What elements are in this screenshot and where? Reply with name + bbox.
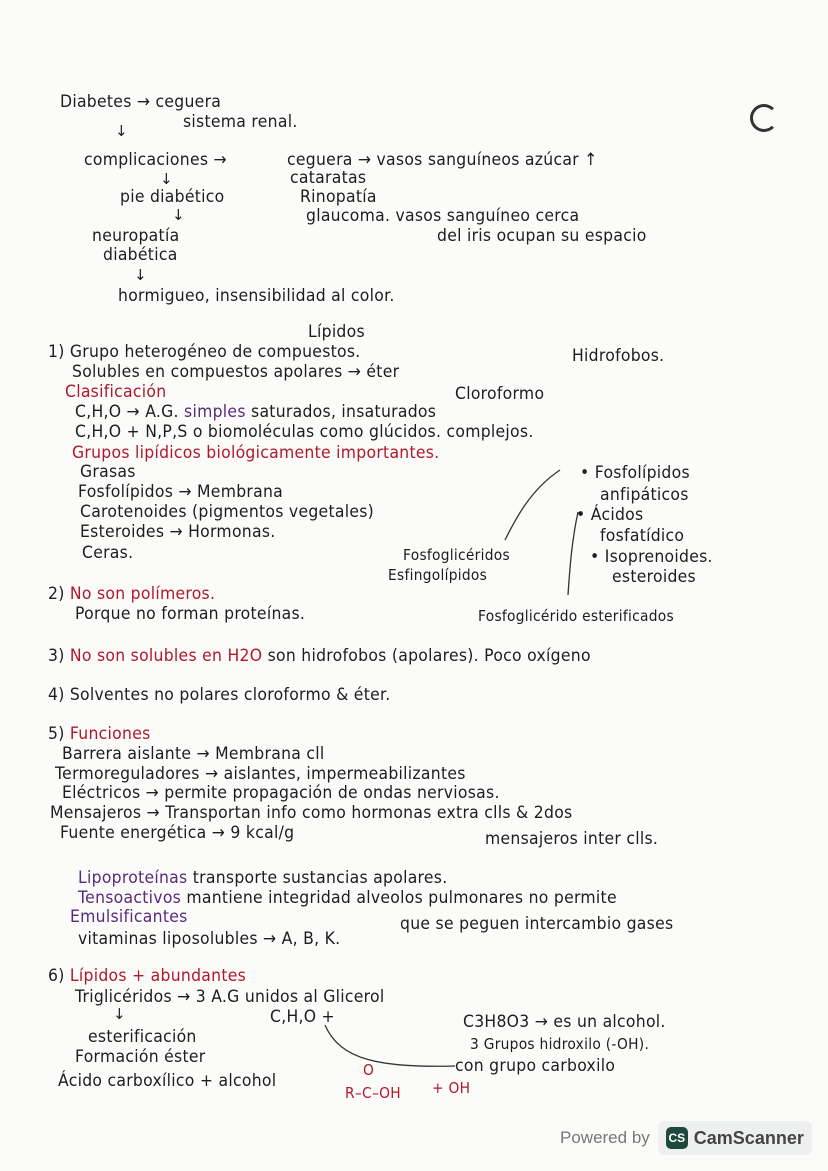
note-line: Fosfolípidos → Membrana bbox=[78, 482, 284, 502]
note-line: Rinopatía bbox=[300, 187, 377, 207]
note-text: C,H,O → A.G. bbox=[75, 402, 179, 422]
note-line bbox=[48, 724, 151, 744]
note-line: diabética bbox=[103, 245, 178, 265]
note-line: que se peguen intercambio gases bbox=[400, 914, 674, 934]
note-line: Porque no forman proteínas. bbox=[75, 604, 306, 624]
note-line: Esteroides → Hormonas. bbox=[80, 522, 276, 542]
note-line: Carotenoides (pigmentos vegetales) bbox=[80, 502, 375, 522]
note-line bbox=[48, 584, 215, 604]
note-line: Solubles en compuestos apolares → éter bbox=[72, 362, 400, 382]
note-text-highlight: simples bbox=[184, 402, 246, 422]
heading-abundantes: Lípidos + abundantes bbox=[69, 966, 247, 986]
note-line: esteroides bbox=[612, 567, 696, 587]
note-line: Diabetes → ceguera bbox=[60, 92, 222, 112]
camscanner-logo bbox=[658, 1121, 812, 1155]
note-line: Eléctricos → permite propagación de ondas nerviosas. bbox=[62, 783, 500, 803]
note-line: del iris ocupan su espacio bbox=[437, 226, 647, 246]
note-line: fosfatídico bbox=[600, 526, 685, 546]
note-line: Emulsificantes bbox=[70, 907, 188, 927]
note-line: vitaminas liposolubles → A, B, K. bbox=[78, 929, 341, 949]
formula-plus-oh: + OH bbox=[432, 1079, 471, 1097]
note-line: con grupo carboxilo bbox=[455, 1056, 616, 1076]
note-text: transporte sustancias apolares. bbox=[192, 868, 448, 888]
note-line: neuropatía bbox=[92, 226, 180, 246]
note-line: 3 Grupos hidroxilo (-OH). bbox=[470, 1035, 650, 1053]
note-line bbox=[48, 646, 591, 666]
note-text: son hidrofobos (apolares). Poco oxígeno bbox=[267, 646, 591, 666]
camscanner-brand: CamScanner bbox=[693, 1127, 804, 1148]
note-line: Fuente energética → 9 kcal/g bbox=[60, 823, 295, 843]
note-line: Ceras. bbox=[82, 543, 134, 563]
note-line: Barrera aislante → Membrana cll bbox=[62, 744, 325, 764]
note-line: C3H8O3 → es un alcohol. bbox=[463, 1012, 666, 1032]
note-line: Grasas bbox=[80, 462, 136, 482]
note-line: C,H,O + N,P,S o biomoléculas como glúcidos. complejos. bbox=[75, 422, 534, 442]
note-line: Ácido carboxílico + alcohol bbox=[58, 1071, 277, 1091]
note-text: mantiene integridad alveolos pulmonares no permite bbox=[186, 888, 617, 908]
item-number: 3) bbox=[48, 646, 65, 666]
note-line: glaucoma. vasos sanguíneo cerca bbox=[306, 206, 580, 226]
note-text-highlight: No son polímeros. bbox=[69, 584, 216, 604]
down-arrow-icon: ↓ bbox=[115, 122, 128, 140]
note-line: Triglicéridos → 3 A.G unidos al Glicerol bbox=[75, 987, 385, 1007]
note-line: complicaciones → bbox=[84, 150, 227, 170]
note-line: • Fosfolípidos bbox=[580, 463, 690, 483]
note-line: Fosfoglicérido esterificados bbox=[478, 607, 674, 625]
note-line: Cloroformo bbox=[455, 384, 545, 404]
note-line: C,H,O + bbox=[270, 1007, 335, 1027]
item-number: 2) bbox=[48, 584, 65, 604]
note-line: anfipáticos bbox=[600, 485, 689, 505]
note-line bbox=[78, 888, 617, 908]
note-text-highlight: No son solubles en H2O bbox=[69, 646, 263, 666]
note-line: • Ácidos bbox=[576, 505, 644, 525]
note-line: Esfingolípidos bbox=[388, 566, 488, 584]
note-line: • Isoprenoides. bbox=[590, 547, 713, 567]
note-line: Fosfoglicéridos bbox=[403, 546, 510, 564]
arrow-carboxilo bbox=[325, 1025, 455, 1066]
note-line: mensajeros inter clls. bbox=[485, 829, 659, 849]
item-number: 5) bbox=[48, 724, 65, 744]
down-arrow-icon: ↓ bbox=[160, 170, 173, 188]
note-line bbox=[48, 966, 246, 986]
camscanner-watermark bbox=[560, 1121, 812, 1155]
note-line: 1) Grupo heterogéneo de compuestos. bbox=[48, 342, 361, 362]
note-line bbox=[75, 402, 436, 422]
formula-carboxyl: R–C–OH bbox=[345, 1084, 401, 1102]
heading-funciones: Funciones bbox=[69, 724, 151, 744]
note-line: Termoreguladores → aislantes, impermeabilizantes bbox=[55, 764, 466, 784]
note-line: sistema renal. bbox=[183, 112, 298, 132]
note-text-highlight: Tensoactivos bbox=[78, 888, 182, 908]
down-arrow-icon: ↓ bbox=[134, 266, 147, 284]
note-line bbox=[78, 868, 447, 888]
note-text-highlight: Lipoproteínas bbox=[78, 868, 188, 888]
note-line: hormigueo, insensibilidad al color. bbox=[118, 286, 395, 306]
note-line: cataratas bbox=[290, 168, 367, 188]
arrow-fosfogliceridos bbox=[505, 470, 560, 540]
note-line: Mensajeros → Transportan info como hormonas extra clls & 2dos bbox=[50, 803, 573, 823]
note-line: ceguera → vasos sanguíneos azúcar ↑ bbox=[287, 150, 598, 170]
note-line: pie diabético bbox=[120, 187, 225, 207]
item-number: 6) bbox=[48, 966, 65, 986]
down-arrow-icon: ↓ bbox=[172, 206, 185, 224]
camscanner-icon: CS bbox=[666, 1127, 688, 1149]
note-text: saturados, insaturados bbox=[251, 402, 437, 422]
heading-clasificacion: Clasificación bbox=[65, 382, 167, 402]
formula-oxygen: O bbox=[363, 1061, 375, 1079]
heading-grupos: Grupos lipídicos biológicamente importantes. bbox=[72, 443, 440, 463]
corner-mark-icon bbox=[750, 104, 778, 132]
note-line: Formación éster bbox=[75, 1047, 206, 1067]
note-line: Hidrofobos. bbox=[572, 346, 665, 366]
down-arrow-icon: ↓ bbox=[113, 1005, 126, 1023]
note-line: esterificación bbox=[88, 1027, 197, 1047]
section-title: Lípidos bbox=[308, 322, 365, 342]
note-line: 4) Solventes no polares cloroformo & éter. bbox=[48, 685, 391, 705]
powered-by-text: Powered by bbox=[560, 1128, 650, 1147]
